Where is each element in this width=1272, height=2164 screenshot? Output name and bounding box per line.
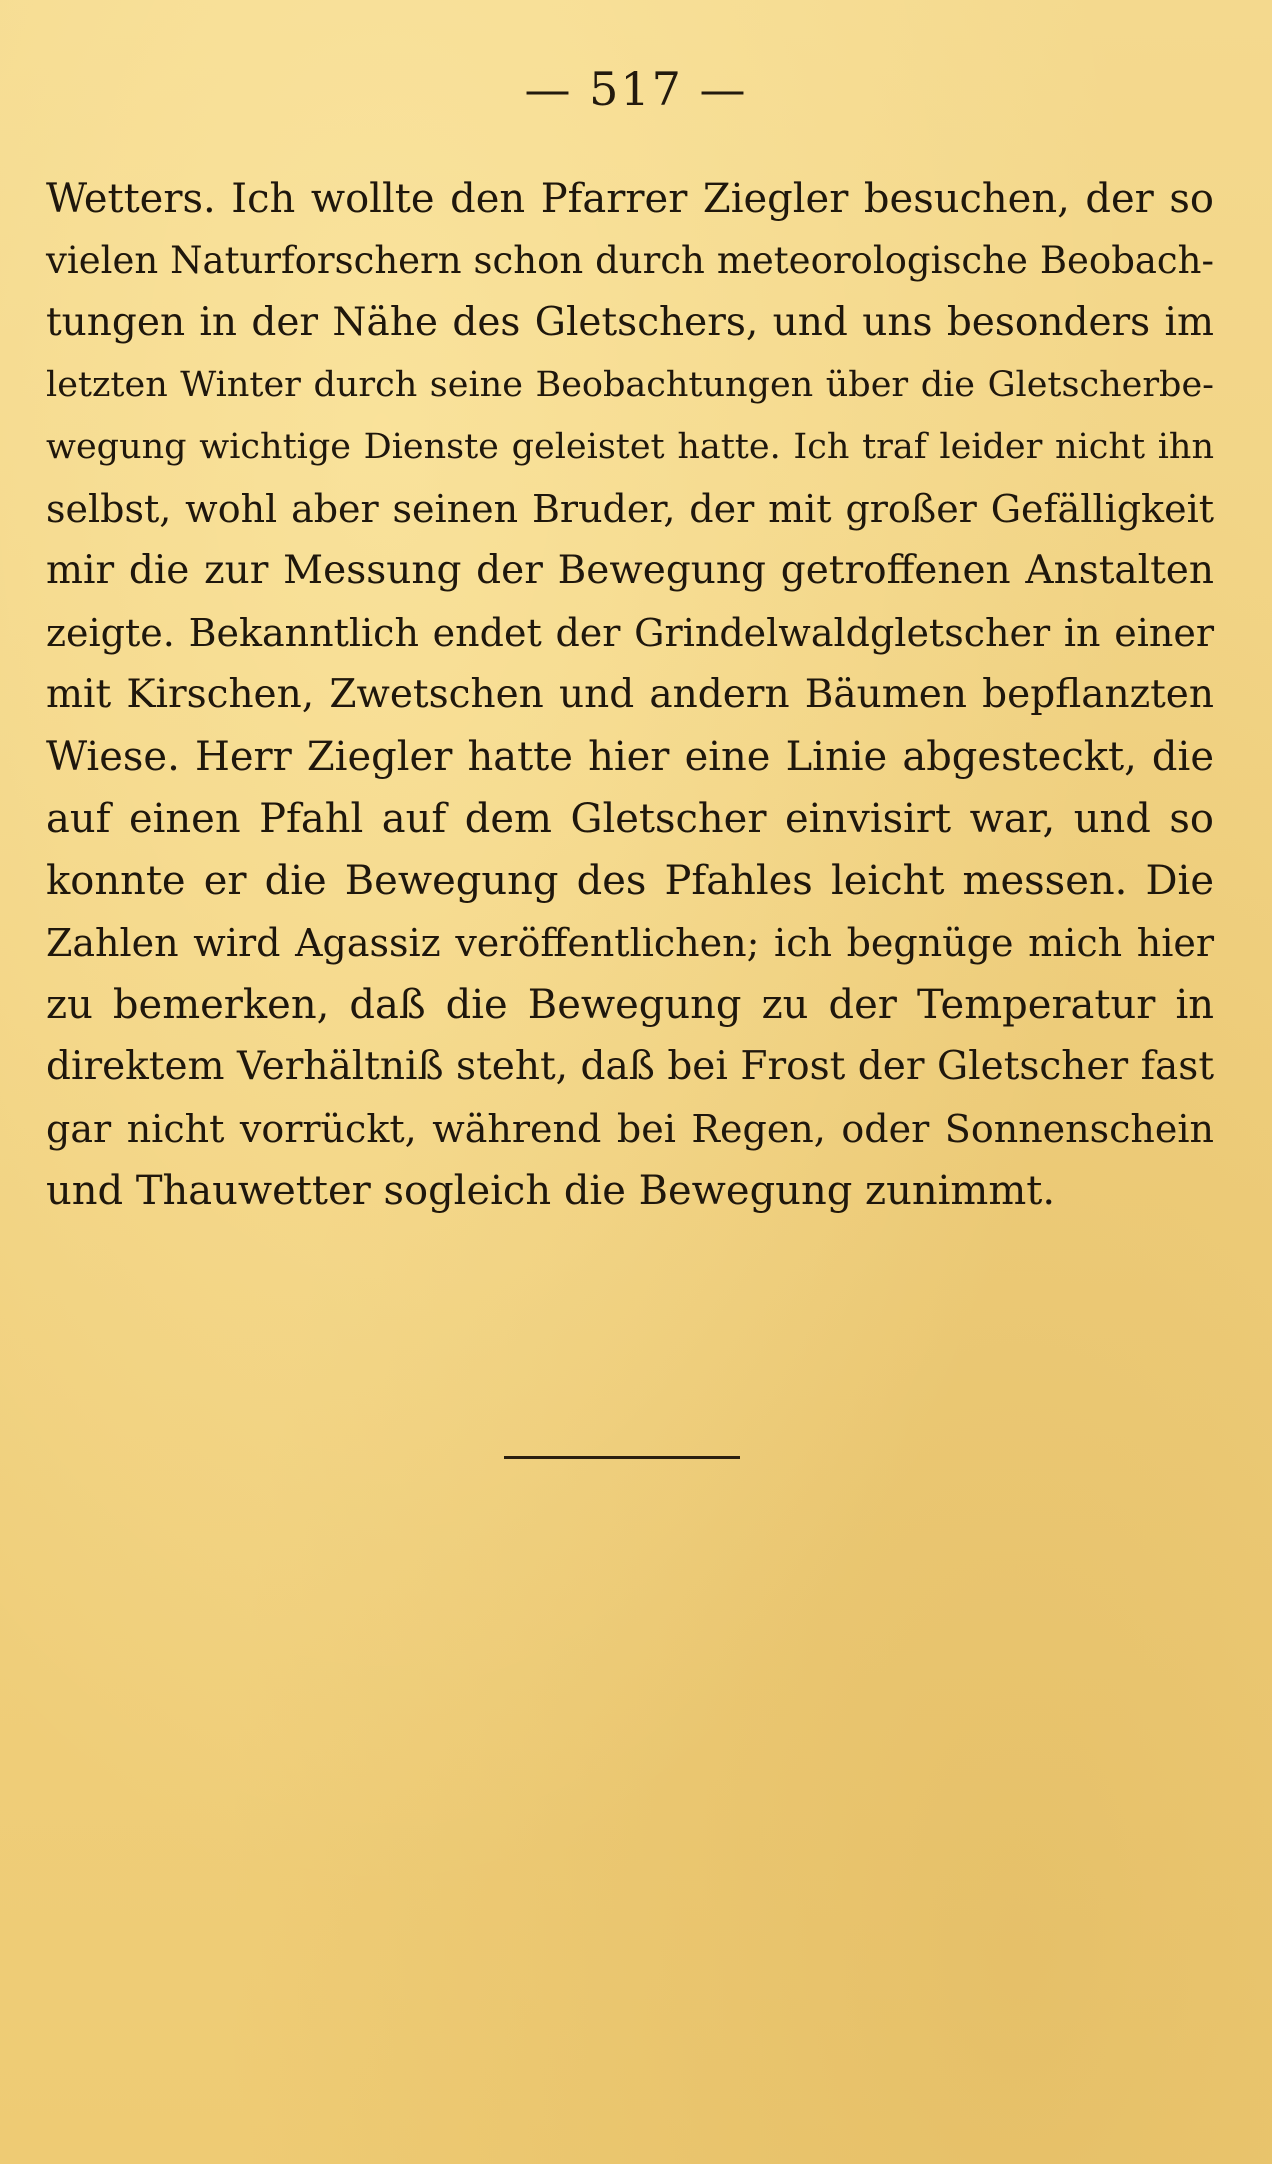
text-line: Zahlen wird Agassiz veröffentlichen; ich begnüge mich hier	[46, 921, 1214, 965]
text-line: Wiese. Herr Ziegler hatte hier eine Linie abgesteckt, die	[46, 734, 1214, 780]
text-line: konnte er die Bewegung des Pfahles leicht messen. Die	[46, 858, 1214, 904]
text-line: zeigte. Bekanntlich endet der Grindelwaldgletscher in einer	[46, 611, 1214, 655]
text-line: auf einen Pfahl auf dem Gletscher einvisirt war, und so	[46, 796, 1214, 842]
text-line: direktem Verhältniß steht, daß bei Frost der Gletscher fast	[46, 1044, 1214, 1089]
text-line: wegung wichtige Dienste geleistet hatte. Ich traf leider nicht ihn	[46, 427, 1214, 467]
text-line: gar nicht vorrückt, während bei Regen, oder Sonnenschein	[46, 1107, 1214, 1151]
body-text	[46, 168, 1214, 1222]
text-line: mit Kirschen, Zwetschen und andern Bäumen bepflanzten	[46, 672, 1214, 717]
text-line: selbst, wohl aber seinen Bruder, der mit großer Gefälligkeit	[46, 487, 1214, 531]
text-line: und Thauwetter sogleich die Bewegung zunimmt.	[46, 1168, 1056, 1214]
text-line: mir die zur Messung der Bewegung getroffenen Anstalten	[46, 548, 1214, 593]
text-line: letzten Winter durch seine Beobachtungen über die Gletscherbe-	[46, 365, 1214, 405]
text-line: tungen in der Nähe des Gletschers, und uns besonders im	[46, 300, 1214, 345]
text-line: zu bemerken, daß die Bewegung zu der Temperatur in	[46, 982, 1214, 1028]
section-divider	[504, 1456, 740, 1459]
text-line: vielen Naturforschern schon durch meteorologische Beobach-	[46, 239, 1214, 282]
text-line: Wetters. Ich wollte den Pfarrer Ziegler besuchen, der so	[46, 176, 1214, 222]
page-number: — 517 —	[524, 62, 748, 116]
